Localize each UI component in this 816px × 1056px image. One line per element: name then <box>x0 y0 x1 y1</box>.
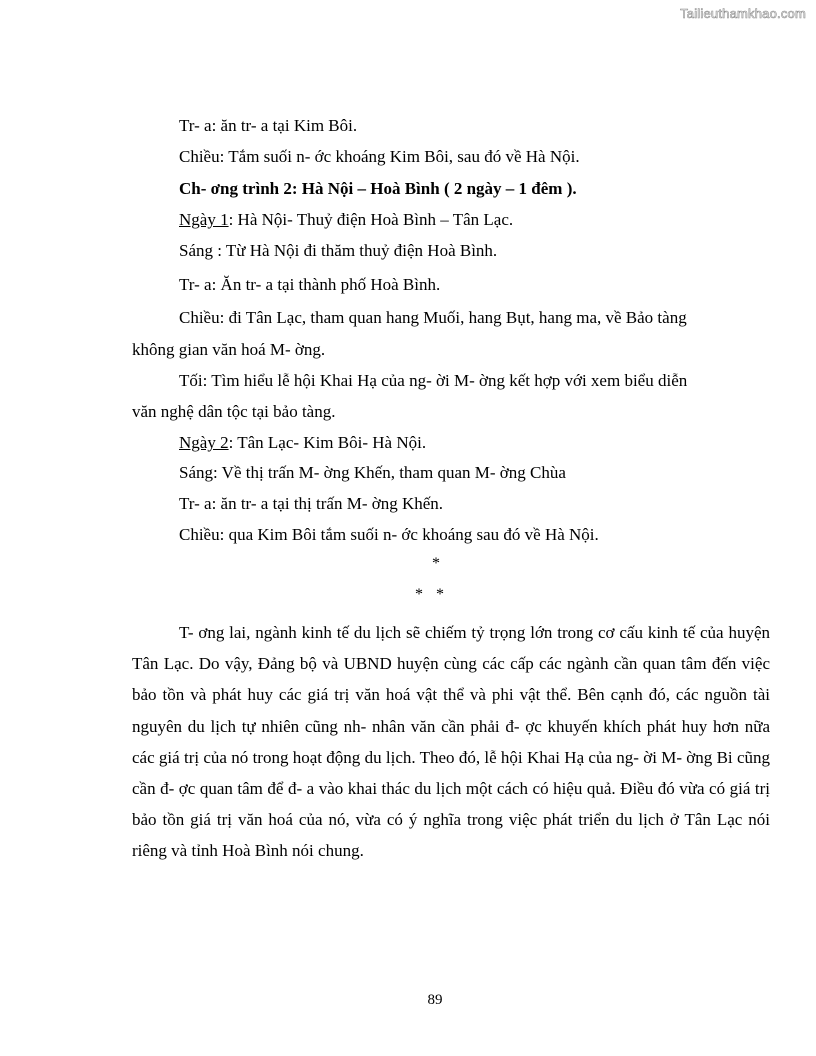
day-route: : Tân Lạc- Kim Bôi- Hà Nội. <box>228 433 427 452</box>
itinerary-line: Chiều: đi Tân Lạc, tham quan hang Muối, hang Bụt, hang ma, về Bảo tàng <box>179 308 687 327</box>
day-route: : Hà Nội- Thuỷ điện Hoà Bình – Tân Lạc. <box>228 210 514 229</box>
itinerary-line: Chiều: Tắm suối n- ớc khoáng Kim Bôi, sau đó về Hà Nội. <box>179 147 580 166</box>
itinerary-line: văn nghệ dân tộc tại bảo tàng. <box>132 402 336 421</box>
itinerary-line: Tối: Tìm hiểu lễ hội Khai Hạ của ng- ời M- ờng kết hợp với xem biểu diễn <box>179 371 688 390</box>
itinerary-line: Tr- a: Ăn tr- a tại thành phố Hoà Bình. <box>179 275 441 294</box>
day-heading <box>179 209 513 231</box>
separator-asterisk: * <box>436 586 444 603</box>
page-number: 89 <box>427 992 443 1008</box>
watermark: Tailieuthamkhao.com <box>680 6 806 21</box>
program-heading-detail: : Hà Nội – Hoà Bình ( 2 ngày – 1 đêm ). <box>291 179 577 198</box>
day-label: Ngày 2 <box>179 433 229 452</box>
program-heading <box>179 178 577 200</box>
itinerary-line: không gian văn hoá M- ờng. <box>132 340 326 359</box>
separator-asterisk: * <box>432 555 440 572</box>
itinerary-line: Sáng : Từ Hà Nội đi thăm thuỷ điện Hoà Bình. <box>179 241 498 260</box>
itinerary-line: Sáng: Về thị trấn M- ờng Khến, tham quan M- ờng Chùa <box>179 463 566 482</box>
separator-asterisk: * <box>415 586 423 603</box>
day-label: Ngày 1 <box>179 210 229 229</box>
itinerary-line: Chiều: qua Kim Bôi tắm suối n- ớc khoáng sau đó về Hà Nội. <box>179 525 599 544</box>
itinerary-line: Tr- a: ăn tr- a tại Kim Bôi. <box>179 116 358 135</box>
program-heading-title: Ch- ơng trình 2 <box>179 179 292 198</box>
day-heading <box>179 432 426 454</box>
itinerary-line: Tr- a: ăn tr- a tại thị trấn M- ờng Khến. <box>179 494 444 513</box>
body-paragraph: T- ơng lai, ngành kinh tế du lịch sẽ chiếm tỷ trọng lớn trong cơ cấu kinh tế của huyện Tân Lạc. Do vậy, Đảng bộ và UBND huyện cùng các cấp các ngành cần quan tâm đến việc bảo tồn và phát huy các giá trị văn hoá vật thể và phi vật thể. Bên cạnh đó, các nguồn tài nguyên du lịch tự nhiên cũng nh- nhân văn cần phải đ- ợc khuyến khích phát huy hơn nữa các giá trị của nó trong hoạt động du lịch. Theo đó, lễ hội Khai Hạ của ng- ời M- ờng Bi cũng cần đ- ợc quan tâm để đ- a vào khai thác du lịch một cách có hiệu quả. Điều đó vừa có giá trị bảo tồn giá trị văn hoá của nó, vừa có ý nghĩa trong việc phát triển du lịch ở Tân Lạc nói riêng và tỉnh Hoà Bình nói chung. <box>132 623 770 861</box>
